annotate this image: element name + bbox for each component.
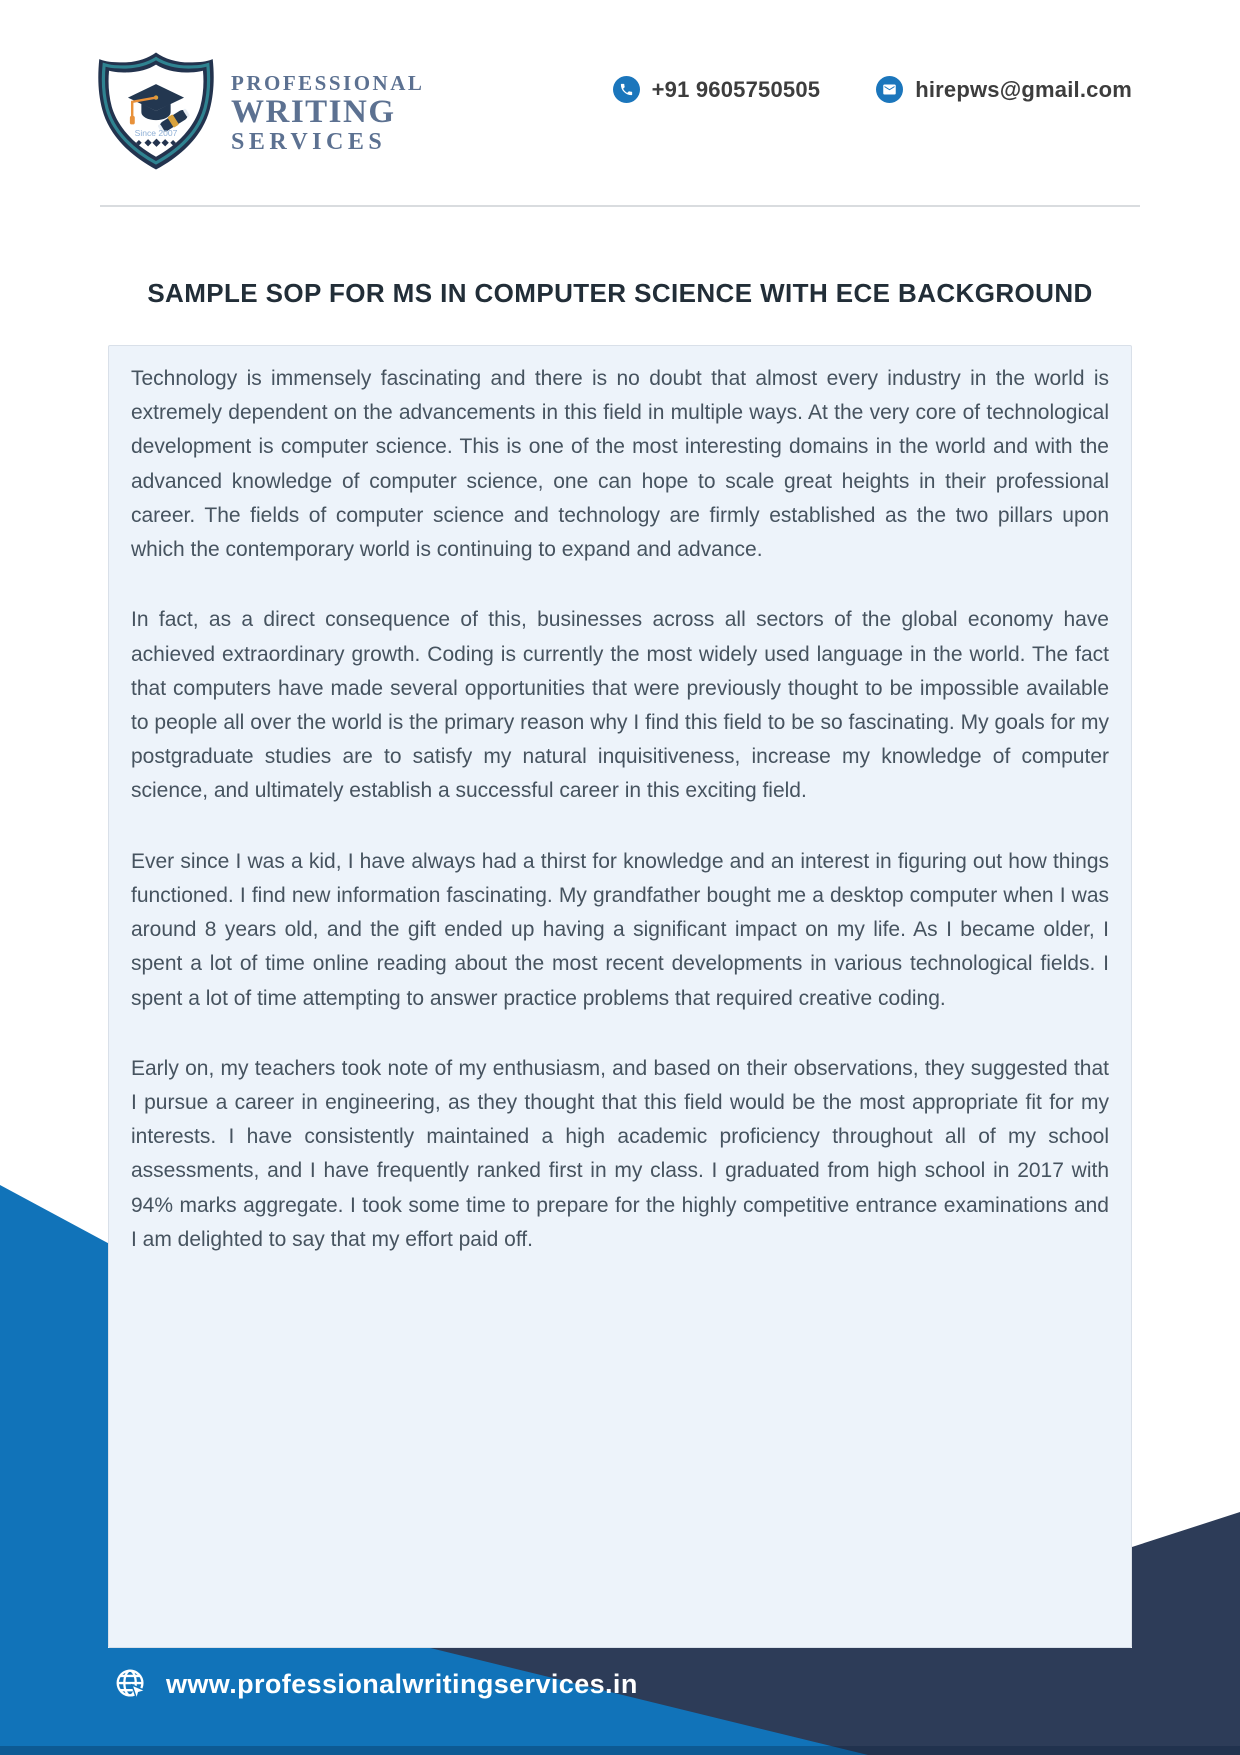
phone-icon: [613, 76, 640, 103]
logo-wordmark: [231, 67, 424, 154]
logo-text-services: SERVICES: [231, 128, 387, 155]
bottom-edge-strip: [0, 1746, 1240, 1755]
globe-icon: [112, 1665, 150, 1703]
phone-contact: [613, 76, 821, 103]
right-navy-wedge-decoration: [1132, 1512, 1240, 1652]
phone-number: +91 9605750505: [651, 76, 821, 102]
website-url: www.professionalwritingservices.in: [166, 1668, 638, 1699]
email-icon: [876, 76, 903, 103]
sop-paragraph-1: Technology is immensely fascinating and there is no doubt that almost every industry in the world is extremely dependent on the advancements in this field in multiple ways. At the very core of technological development is computer science. This is one of the most interesting domains in the world and with the advanced knowledge of computer science, one can hope to scale great heights in their professional career. The fields of computer science and technology are firmly established as the two pillars upon which the contemporary world is continuing to expand and advance.: [131, 367, 1109, 562]
logo-text-professional: PROFESSIONAL: [231, 71, 425, 96]
contact-info: [613, 76, 1132, 103]
sop-paragraph-3: Ever since I was a kid, I have always had a thirst for knowledge and an interest in figuring out how things functioned. I find new information fascinating. My grandfather bought me a desktop computer when I was around 8 years old, and the gift ended up having a significant impact on my life. As I became older, I spent a lot of time online reading about the most recent developments in various technological fields. I spent a lot of time attempting to answer practice problems that required creative coding.: [131, 849, 1109, 1010]
footer-bar: [0, 1648, 1240, 1755]
header-divider: [100, 205, 1140, 207]
logo: [95, 50, 424, 172]
page-title: SAMPLE SOP FOR MS IN COMPUTER SCIENCE WITH ECE BACKGROUND: [147, 278, 1093, 308]
logo-since-text: Since 2007: [134, 128, 178, 139]
sop-paragraph-2: In fact, as a direct consequence of this, businesses across all sectors of the global economy have achieved extraordinary growth. Coding is currently the most widely used language in the world. The fact that computers have made several opportunities that were previously thought to be impossible available to people all over the world is the primary reason why I find this field to be so fascinating. My goals for my postgraduate studies are to satisfy my natural inquisitiveness, increase my knowledge of computer science, and ultimately establish a successful career in this exciting field.: [131, 608, 1109, 803]
sop-content-box: [108, 345, 1132, 1648]
email-contact: [876, 76, 1132, 103]
logo-text-writing: WRITING: [231, 94, 396, 131]
footer-content: [112, 1648, 638, 1720]
logo-shield-icon: [95, 50, 217, 172]
letterhead: [0, 0, 1240, 206]
email-address: hirepws@gmail.com: [915, 76, 1132, 102]
sop-paragraph-4: Early on, my teachers took note of my enthusiasm, and based on their observations, they suggested that I pursue a career in engineering, as they thought that this field would be the most appropriate fit for my interests. I have consistently maintained a high academic proficiency throughout all of my school assessments, and I have frequently ranked first in my class. I graduated from high school in 2017 with 94% marks aggregate. I took some time to prepare for the highly competitive entrance examinations and I am delighted to say that my effort paid off.: [131, 1056, 1109, 1251]
